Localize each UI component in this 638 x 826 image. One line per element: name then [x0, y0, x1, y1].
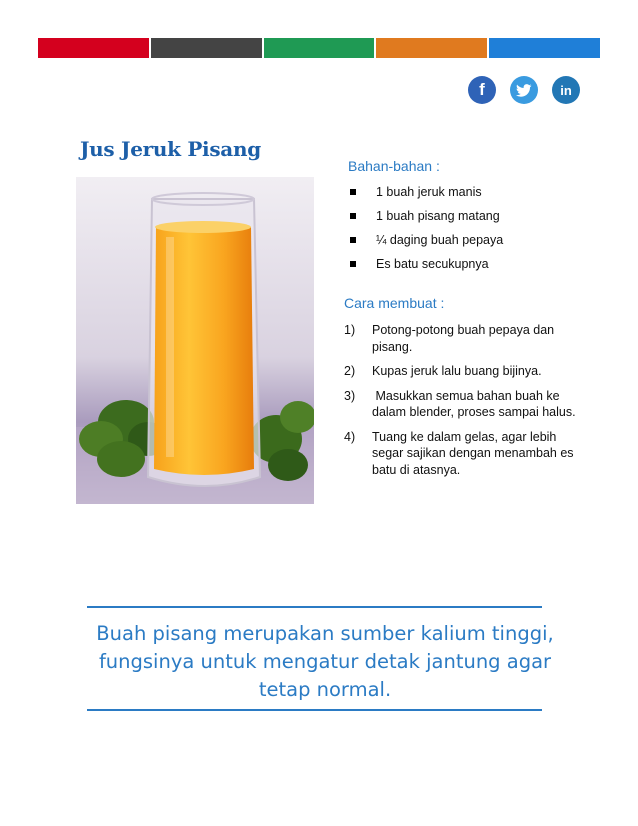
linkedin-icon[interactable] — [552, 76, 580, 104]
facebook-glyph: f — [479, 80, 485, 99]
facebook-icon[interactable] — [468, 76, 496, 104]
social-links — [468, 76, 580, 104]
color-bar-blue — [489, 38, 600, 58]
ingredient-text: ¼ daging buah pepaya — [376, 233, 504, 247]
steps-list — [344, 322, 584, 486]
step-item — [344, 429, 584, 479]
linkedin-glyph: in — [560, 82, 572, 98]
step-item — [344, 388, 584, 421]
bullet-icon — [350, 213, 356, 219]
ingredient-text: Es batu secukupnya — [376, 257, 489, 271]
step-text: Masukkan semua bahan buah ke dalam blender, proses sampai halus. — [372, 388, 576, 419]
ingredients-heading: Bahan-bahan : — [348, 158, 440, 174]
step-item — [344, 322, 584, 355]
ingredient-text: 1 buah jeruk manis — [376, 185, 482, 199]
list-item — [346, 228, 503, 252]
step-number: 3) — [344, 388, 356, 403]
list-item — [346, 204, 503, 228]
divider-top — [87, 606, 542, 608]
twitter-icon[interactable] — [510, 76, 538, 104]
color-bar-green — [264, 38, 375, 58]
recipe-title: Jus Jeruk Pisang — [80, 137, 261, 161]
color-bar-red — [38, 38, 149, 58]
twitter-bird-icon — [516, 84, 532, 97]
step-text: Tuang ke dalam gelas, agar lebih segar sajikan dengan menambah es batu di atasnya. — [372, 429, 574, 477]
juice-glass-photo — [76, 177, 314, 504]
step-number: 4) — [344, 429, 356, 444]
list-item — [346, 252, 503, 276]
color-bar-orange — [376, 38, 487, 58]
fact-quote: Buah pisang merupakan sumber kalium tinggi, fungsinya untuk mengatur detak jantung agar tetap normal. — [96, 622, 554, 701]
divider-bottom — [87, 709, 542, 711]
step-text: Potong-potong buah pepaya dan pisang. — [372, 323, 555, 354]
step-number: 1) — [344, 323, 356, 337]
list-item — [346, 180, 503, 204]
bullet-icon — [350, 261, 356, 267]
color-bar-gray — [151, 38, 262, 58]
steps-heading: Cara membuat : — [344, 295, 445, 311]
step-item — [344, 363, 584, 380]
ingredients-list — [346, 180, 503, 276]
bullet-icon — [350, 189, 356, 195]
step-text: Kupas jeruk lalu buang bijinya. — [372, 364, 542, 378]
color-bar — [38, 38, 600, 58]
bullet-icon — [350, 237, 356, 243]
ingredient-text: 1 buah pisang matang — [376, 209, 500, 223]
step-number: 2) — [344, 364, 356, 378]
